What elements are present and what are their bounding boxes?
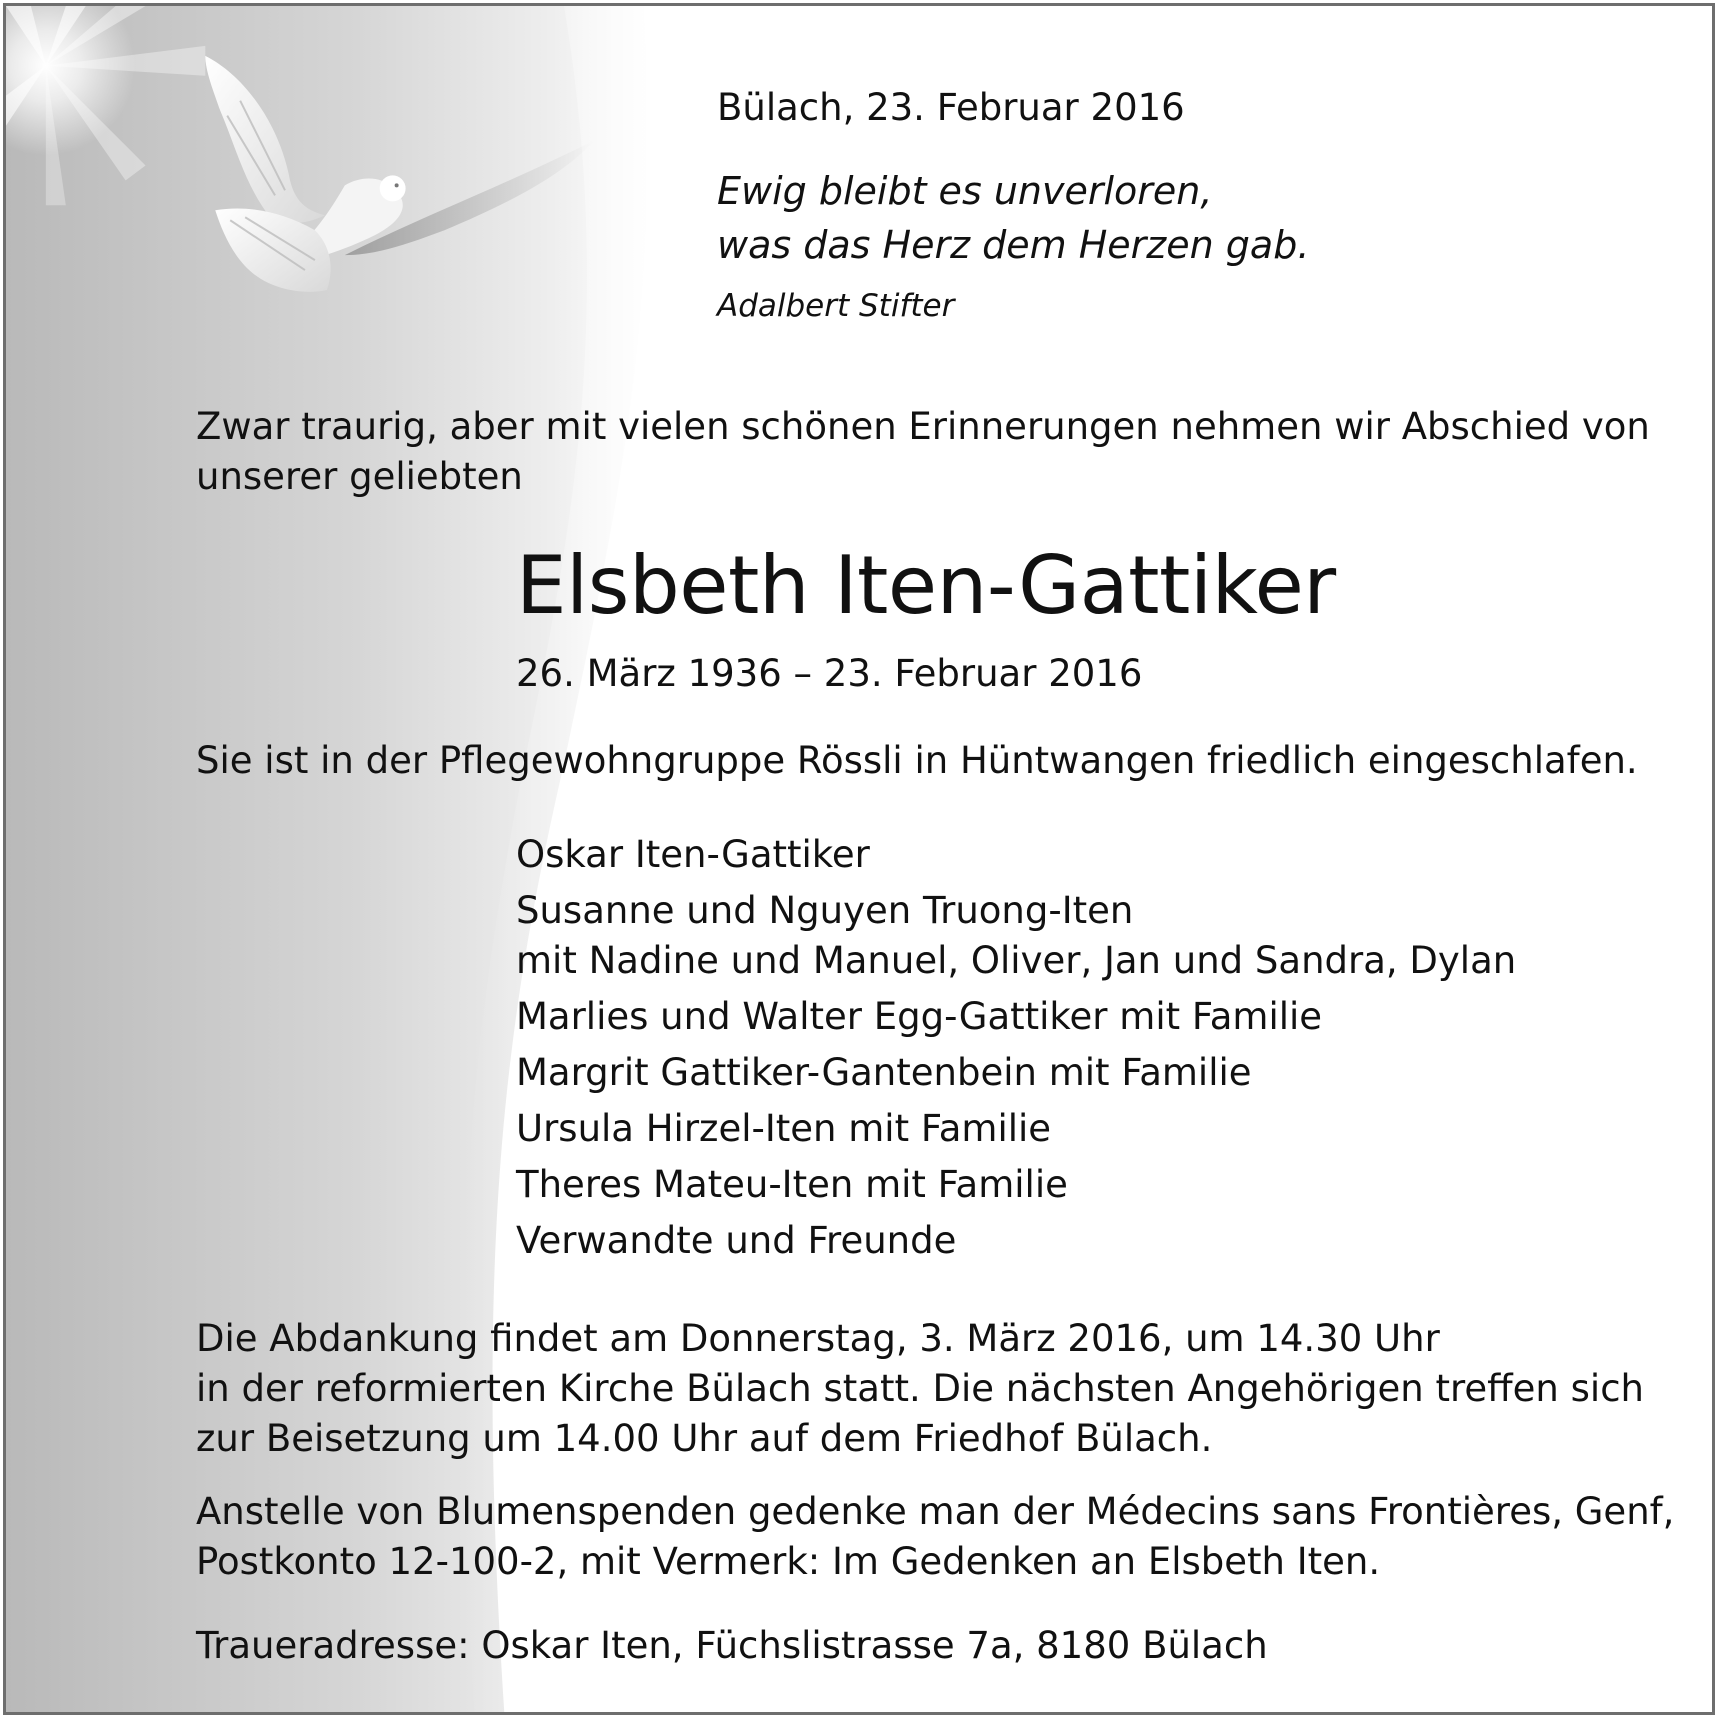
mourner-item: Theres Mateu-Iten mit Familie: [516, 1163, 1068, 1206]
mourner-item: Verwandte und Freunde: [516, 1219, 957, 1262]
intro-line-2: unserer geliebten: [196, 455, 523, 498]
mourner-item: Oskar Iten-Gattiker: [516, 833, 870, 876]
ceremony-line-3: zur Beisetzung um 14.00 Uhr auf dem Friedhof Bülach.: [196, 1417, 1213, 1460]
donation-line-1: Anstelle von Blumenspenden gedenke man der Médecins sans Frontières, Genf,: [196, 1490, 1675, 1533]
ceremony-line-2: in der reformierten Kirche Bülach statt. Die nächsten Angehörigen treffen sich: [196, 1367, 1644, 1410]
quote-line-1: Ewig bleibt es unverloren,: [717, 169, 1213, 213]
donation-line-2: Postkonto 12-100-2, mit Vermerk: Im Gedenken an Elsbeth Iten.: [196, 1540, 1381, 1583]
life-dates: 26. März 1936 – 23. Februar 2016: [516, 652, 1143, 695]
ceremony-line-1: Die Abdankung findet am Donnerstag, 3. März 2016, um 14.30 Uhr: [196, 1317, 1440, 1360]
intro-line-1: Zwar traurig, aber mit vielen schönen Erinnerungen nehmen wir Abschied von: [196, 405, 1650, 448]
mourner-item: Susanne und Nguyen Truong-Iten: [516, 889, 1134, 932]
mourner-item: Marlies und Walter Egg-Gattiker mit Familie: [516, 995, 1323, 1038]
quote-line-2: was das Herz dem Herzen gab.: [717, 223, 1310, 267]
mourner-item: Ursula Hirzel-Iten mit Familie: [516, 1107, 1052, 1150]
passing-note: Sie ist in der Pflegewohngruppe Rössli in Hüntwangen friedlich eingeschlafen.: [196, 739, 1638, 782]
mourner-item: mit Nadine und Manuel, Oliver, Jan und Sandra, Dylan: [516, 939, 1517, 982]
mourner-item: Margrit Gattiker-Gantenbein mit Familie: [516, 1051, 1252, 1094]
quote-author: Adalbert Stifter: [717, 288, 955, 324]
obituary-notice: [3, 3, 1715, 1715]
deceased-name: Elsbeth Iten-Gattiker: [516, 539, 1336, 632]
mourning-address: Traueradresse: Oskar Iten, Füchslistrasse 7a, 8180 Bülach: [196, 1624, 1268, 1667]
place-date: Bülach, 23. Februar 2016: [717, 86, 1185, 129]
